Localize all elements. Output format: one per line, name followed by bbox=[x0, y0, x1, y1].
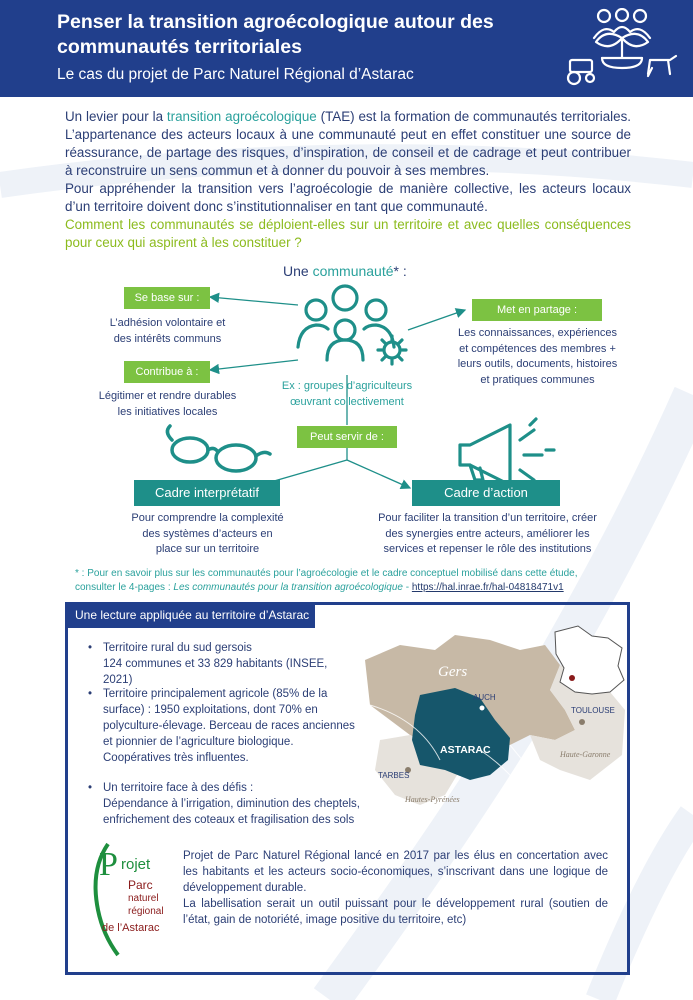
bullet-2-line: surface) : 1950 exploitations, dont 70% en bbox=[103, 704, 318, 716]
tarbes-label: TARBES bbox=[378, 771, 410, 780]
logo-naturel: naturel bbox=[128, 893, 159, 904]
base-text bbox=[80, 316, 255, 347]
logo-p: P bbox=[99, 846, 118, 883]
footnote-line1: * : Pour en savoir plus sur les communautés pour l’agroécologie et le cadre conceptuel mobilisé dans cette étude, bbox=[75, 568, 578, 579]
intro-text bbox=[65, 108, 631, 252]
auch-label: AUCH bbox=[473, 693, 496, 702]
share-text-line: et pratiques communes bbox=[480, 373, 595, 386]
share-text-line: leurs outils, documents, histoires bbox=[457, 358, 618, 370]
contrib-text-line: les initiatives locales bbox=[117, 405, 218, 418]
base-text-line: L’adhésion volontaire et bbox=[109, 317, 226, 329]
bullet-dot: • bbox=[88, 782, 93, 794]
example-text bbox=[262, 379, 432, 410]
example-text-line: œuvrant collectivement bbox=[290, 395, 404, 408]
people-group-icon bbox=[298, 286, 406, 364]
footnote-sep: - bbox=[402, 582, 412, 593]
france-inset-map bbox=[555, 626, 624, 694]
bullet-2-line: Territoire principalement agricole (85% de la bbox=[103, 688, 328, 700]
bullet-2-line: Coopératives très influentes. bbox=[103, 752, 249, 764]
logo-rojet: rojet bbox=[121, 856, 151, 873]
share-text-line: et compétences des membres + bbox=[459, 342, 616, 355]
bullet-1-line: Territoire rural du sud gersois bbox=[103, 642, 252, 654]
auch-marker bbox=[479, 705, 485, 711]
community-farm-icon bbox=[562, 8, 682, 90]
footnote bbox=[75, 567, 635, 595]
cadre-action-line: des synergies entre acteurs, améliorer les bbox=[385, 527, 590, 540]
footnote-prefix: consulter le 4-pages : bbox=[75, 582, 174, 593]
hal-link[interactable]: https://hal.inrae.fr/hal-04818471v1 bbox=[411, 582, 564, 593]
haute-garonne-label: Haute-Garonne bbox=[560, 750, 611, 759]
diagram-title-end: * : bbox=[393, 263, 407, 279]
serve-label: Peut servir de : bbox=[297, 426, 397, 448]
bullet-3-line: enfrichement des coteaux et fragilisation des sols bbox=[103, 814, 355, 826]
share-label: Met en partage : bbox=[472, 299, 602, 321]
bullet-2-line: et pionnier de l’agriculture biologique. bbox=[103, 736, 294, 748]
bullet-dot: • bbox=[88, 688, 93, 700]
research-question: Comment les communautés se déploient-elles sur un territoire et avec quelles conséquences pour ceux qui aspirent à les constituer ? bbox=[65, 217, 631, 250]
logo-parc: Parc bbox=[128, 878, 153, 892]
header-banner bbox=[0, 0, 693, 97]
bullet-3-line: Un territoire face à des défis : bbox=[103, 782, 254, 794]
bullet-1-line: 124 communes et 33 829 habitants (INSEE, 2021) bbox=[103, 658, 328, 686]
glasses-icon bbox=[167, 426, 270, 471]
base-text-line: des intérêts communs bbox=[113, 332, 222, 345]
cadre-action-text bbox=[360, 511, 615, 558]
astarac-map bbox=[360, 620, 630, 815]
logo-regional: régional bbox=[128, 906, 164, 917]
astarac-label: ASTARAC bbox=[440, 744, 491, 756]
diagram-title-highlight: communauté bbox=[312, 263, 394, 279]
bullet-dot: • bbox=[88, 642, 93, 654]
project-p2: La labellisation serait un outil puissant pour le développement rural (soutien de l’état, gain de notoriété, image positive du territoire, etc) bbox=[183, 898, 608, 926]
astarac-frame-title: Une lecture appliquée au territoire d’Astarac bbox=[65, 603, 315, 628]
toulouse-marker bbox=[579, 719, 585, 725]
contrib-text-line: Légitimer et rendre durables bbox=[98, 390, 237, 402]
tae-highlight: transition agroécologique bbox=[166, 109, 317, 124]
page-subtitle: Le cas du projet de Parc Naturel Régional d’Astarac bbox=[57, 66, 414, 83]
project-description bbox=[183, 848, 608, 928]
footnote-title: Les communautés pour la transition agroécologique bbox=[173, 582, 403, 593]
hautes-pyrenees-label: Hautes-Pyrénées bbox=[405, 795, 460, 804]
bullet-2-line: polyculture-élevage. Berceau de races anciennes bbox=[103, 720, 355, 732]
cadre-interpretatif-line: des systèmes d’acteurs en bbox=[142, 527, 273, 540]
toulouse-label: TOULOUSE bbox=[571, 706, 615, 715]
share-text-line: Les connaissances, expériences bbox=[458, 327, 617, 339]
contrib-text bbox=[70, 389, 265, 420]
base-label: Se base sur : bbox=[124, 287, 210, 309]
diagram-title-start: Une bbox=[283, 263, 313, 279]
bullet-3-line: Dépendance à l’irrigation, diminution des cheptels, bbox=[103, 798, 360, 810]
projet-parc-logo bbox=[88, 840, 168, 960]
share-text bbox=[440, 326, 635, 388]
project-p1: Projet de Parc Naturel Régional lancé en 2017 par les élus en concertation avec les habitants et les acteurs socio-économiques, s’inscrivant dans une logique de développement durable. bbox=[183, 850, 608, 894]
contrib-label: Contribue à : bbox=[124, 361, 210, 383]
cadre-interpretatif-text bbox=[115, 511, 300, 558]
page-title: Penser la transition agroécologique autour des communautés territoriales bbox=[57, 11, 494, 58]
cadre-interpretatif-box: Cadre interprétatif bbox=[134, 480, 280, 506]
bullet-item-3 bbox=[88, 780, 378, 830]
bullet-item-1 bbox=[88, 640, 358, 686]
cadre-action-line: services et repenser le rôle des institutions bbox=[383, 543, 592, 555]
intro-p2: Pour appréhender la transition vers l’agroécologie de manière collective, les acteurs locaux d’un territoire doivent donc s’institutionnaliser en tant que communauté. bbox=[65, 181, 631, 214]
cadre-interpretatif-line: Pour comprendre la complexité bbox=[131, 512, 284, 524]
cadre-action-box: Cadre d’action bbox=[412, 480, 560, 506]
intro-p1-start: Un levier pour la bbox=[65, 109, 167, 124]
logo-astarac: de l’Astarac bbox=[102, 922, 160, 934]
footnote-line2 bbox=[75, 581, 635, 595]
megaphone-icon bbox=[460, 419, 554, 485]
cadre-interpretatif-line: place sur un territoire bbox=[155, 543, 260, 555]
intro-p1-end: (TAE) est la formation de communautés territoriales. L’appartenance des acteurs locaux à une communauté peut en effet constituer une source de réassurance, de partage des risques, d’inspiration, de conseil et de cadrage et peut contribuer à reconstruire un sens commun et à donner du pouvoir à ses membres. bbox=[65, 109, 631, 178]
bullet-item-2 bbox=[88, 686, 358, 768]
gers-label: Gers bbox=[438, 664, 468, 680]
example-text-line: Ex : groupes d’agriculteurs bbox=[281, 380, 413, 392]
cadre-action-line: Pour faciliter la transition d’un territoire, créer bbox=[378, 512, 597, 524]
